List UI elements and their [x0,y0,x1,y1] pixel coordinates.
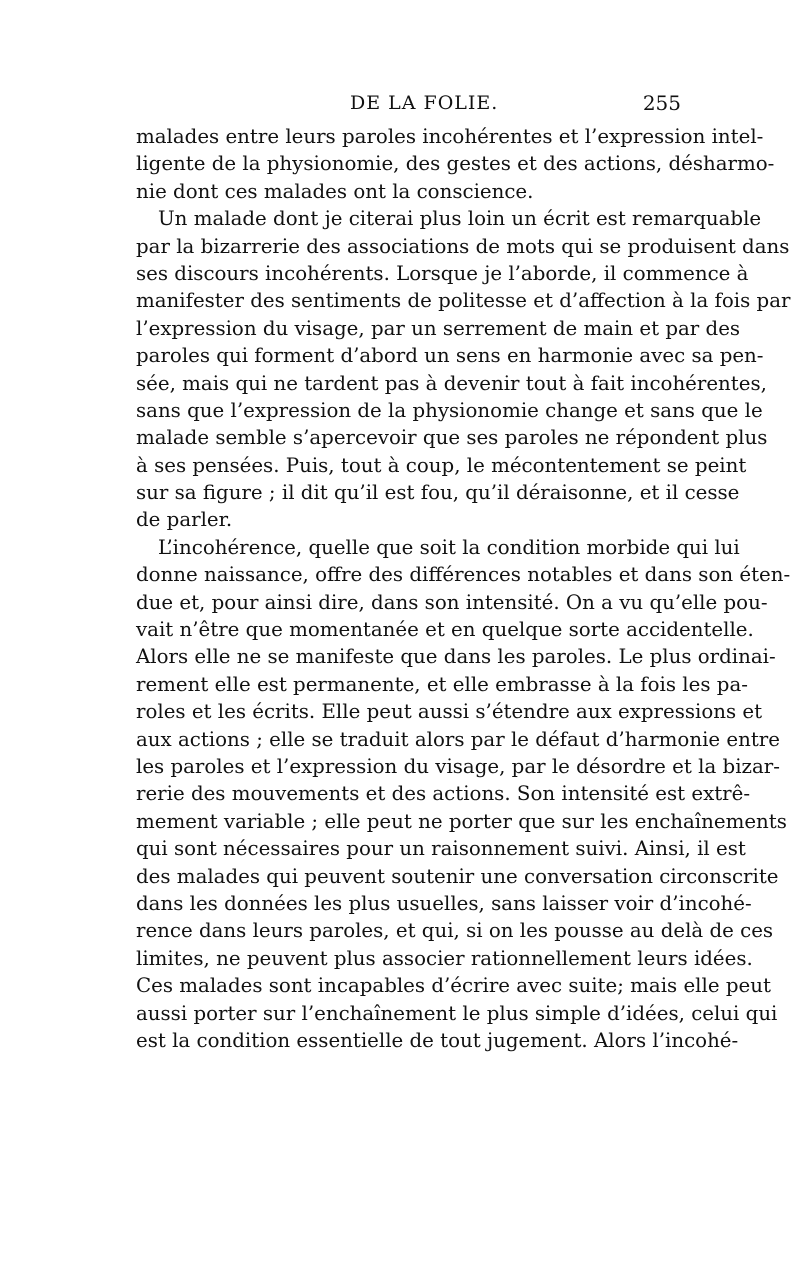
text-line: donne naissance, offre des différences notables et dans son éten- [136,563,791,587]
text-line: manifester des sentiments de politesse et d’affection à la fois par [136,289,791,313]
text-line: mement variable ; elle peut ne porter que sur les enchaînements [136,809,787,833]
text-line: sée, mais qui ne tardent pas à devenir tout à fait incohérentes, [136,371,767,395]
text-line: ligente de la physionomie, des gestes et des actions, désharmo- [136,152,775,176]
text-line: Alors elle ne se manifeste que dans les paroles. Le plus ordinai- [136,645,776,669]
text-line: dans les données les plus usuelles, sans laisser voir d’incohé- [136,891,752,915]
text-line: nie dont ces malades ont la conscience. [136,179,534,203]
text-line: aux actions ; elle se traduit alors par le défaut d’harmonie entre [136,727,780,751]
text-line: des malades qui peuvent soutenir une conversation circonscrite [136,864,779,888]
text-line: rence dans leurs paroles, et qui, si on les pousse au delà de ces [136,919,774,943]
text-line: les paroles et l’expression du visage, par le désordre et la bizar- [136,754,780,778]
text-line: Ces malades sont incapables d’écrire avec suite; mais elle peut [136,974,771,998]
paragraph-start-line: L’incohérence, quelle que soit la condition morbide qui lui [158,535,740,559]
body-text [136,123,791,1054]
text-line: due et, pour ainsi dire, dans son intensité. On a vu qu’elle pou- [136,590,768,614]
text-line: sur sa figure ; il dit qu’il est fou, qu’il déraisonne, et il cesse [136,481,740,505]
text-line: par la bizarrerie des associations de mots qui se produisent dans [136,234,790,258]
text-line: qui sont nécessaires pour un raisonnement suivi. Ainsi, il est [136,837,746,861]
page-number: 255 [642,91,681,115]
text-line: limites, ne peuvent plus associer rationnellement leurs idées. [136,946,753,970]
text-line: malades entre leurs paroles incohérentes et l’expression intel- [136,125,764,148]
text-line: ses discours incohérents. Lorsque je l’aborde, il commence à [136,261,749,285]
text-line: malade semble s’apercevoir que ses paroles ne répondent plus [136,426,768,450]
page-header [136,90,681,116]
text-line: de parler. [136,508,233,532]
text-line: roles et les écrits. Elle peut aussi s’étendre aux expressions et [136,700,763,724]
paragraph-start-line: Un malade dont je citerai plus loin un écrit est remarquable [158,207,762,231]
text-line: vait n’être que momentanée et en quelque sorte accidentelle. [136,618,754,642]
text-line: est la condition essentielle de tout jugement. Alors l’incohé- [136,1028,739,1052]
running-title: DE LA FOLIE. [350,92,499,114]
text-line: l’expression du visage, par un serrement de main et par des [136,316,741,340]
text-line: rerie des mouvements et des actions. Son intensité est extrê- [136,782,751,806]
text-line: à ses pensées. Puis, tout à coup, le mécontentement se peint [136,453,747,477]
text-line: aussi porter sur l’enchaînement le plus simple d’idées, celui qui [136,1001,778,1025]
text-line: paroles qui forment d’abord un sens en harmonie avec sa pen- [136,344,764,368]
text-line: sans que l’expression de la physionomie change et sans que le [136,398,763,422]
text-line: rement elle est permanente, et elle embrasse à la fois les pa- [136,672,748,696]
